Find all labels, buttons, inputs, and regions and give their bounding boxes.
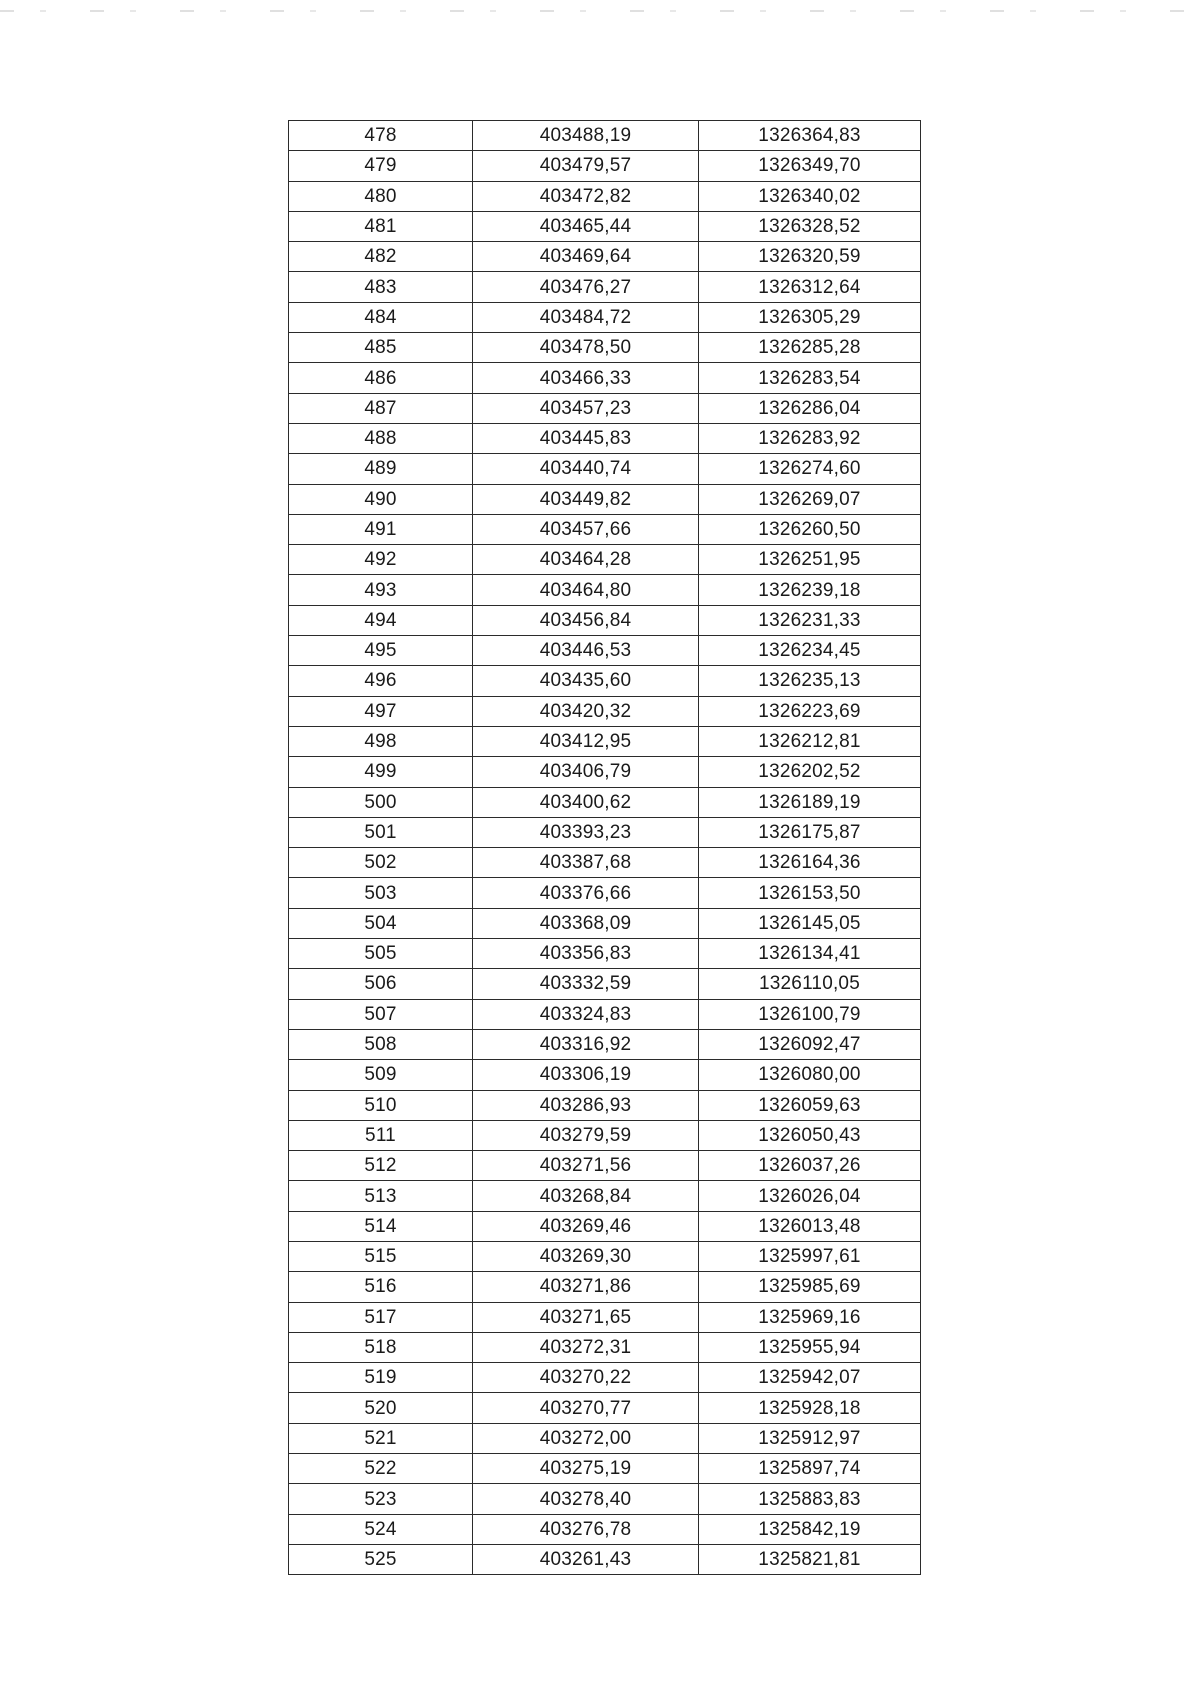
x-coordinate-cell: 403469,64 [473,242,699,272]
x-coordinate-cell: 403272,00 [473,1423,699,1453]
x-coordinate-cell: 403464,28 [473,545,699,575]
point-number-cell: 515 [289,1241,473,1271]
y-coordinate-cell: 1326286,04 [699,393,921,423]
x-coordinate-cell: 403479,57 [473,151,699,181]
table-row [289,1363,921,1393]
y-coordinate-cell: 1326189,19 [699,787,921,817]
point-number-cell: 501 [289,817,473,847]
y-coordinate-cell: 1325955,94 [699,1332,921,1362]
y-coordinate-cell: 1326059,63 [699,1090,921,1120]
x-coordinate-cell: 403476,27 [473,272,699,302]
x-coordinate-cell: 403278,40 [473,1484,699,1514]
x-coordinate-cell: 403406,79 [473,757,699,787]
y-coordinate-cell: 1325912,97 [699,1423,921,1453]
x-coordinate-cell: 403440,74 [473,454,699,484]
y-coordinate-cell: 1326134,41 [699,939,921,969]
x-coordinate-cell: 403457,66 [473,514,699,544]
point-number-cell: 516 [289,1272,473,1302]
table-row [289,302,921,332]
table-row [289,1484,921,1514]
point-number-cell: 496 [289,666,473,696]
y-coordinate-cell: 1325942,07 [699,1363,921,1393]
point-number-cell: 518 [289,1332,473,1362]
y-coordinate-cell: 1326212,81 [699,726,921,756]
point-number-cell: 525 [289,1544,473,1574]
x-coordinate-cell: 403445,83 [473,423,699,453]
x-coordinate-cell: 403449,82 [473,484,699,514]
x-coordinate-cell: 403332,59 [473,969,699,999]
y-coordinate-cell: 1326320,59 [699,242,921,272]
x-coordinate-cell: 403465,44 [473,211,699,241]
x-coordinate-cell: 403275,19 [473,1454,699,1484]
point-number-cell: 499 [289,757,473,787]
point-number-cell: 498 [289,726,473,756]
x-coordinate-cell: 403269,46 [473,1211,699,1241]
x-coordinate-cell: 403420,32 [473,696,699,726]
point-number-cell: 482 [289,242,473,272]
point-number-cell: 524 [289,1514,473,1544]
table-row [289,1151,921,1181]
x-coordinate-cell: 403356,83 [473,939,699,969]
table-row [289,787,921,817]
y-coordinate-cell: 1326110,05 [699,969,921,999]
y-coordinate-cell: 1326274,60 [699,454,921,484]
y-coordinate-cell: 1325842,19 [699,1514,921,1544]
x-coordinate-cell: 403368,09 [473,908,699,938]
table-row [289,181,921,211]
y-coordinate-cell: 1326349,70 [699,151,921,181]
x-coordinate-cell: 403271,86 [473,1272,699,1302]
x-coordinate-cell: 403279,59 [473,1120,699,1150]
point-number-cell: 511 [289,1120,473,1150]
point-number-cell: 491 [289,514,473,544]
point-number-cell: 481 [289,211,473,241]
x-coordinate-cell: 403270,22 [473,1363,699,1393]
y-coordinate-cell: 1326202,52 [699,757,921,787]
point-number-cell: 503 [289,878,473,908]
y-coordinate-cell: 1326269,07 [699,484,921,514]
y-coordinate-cell: 1326283,54 [699,363,921,393]
y-coordinate-cell: 1326092,47 [699,1029,921,1059]
point-number-cell: 479 [289,151,473,181]
y-coordinate-cell: 1326164,36 [699,848,921,878]
x-coordinate-cell: 403306,19 [473,1060,699,1090]
point-number-cell: 512 [289,1151,473,1181]
y-coordinate-cell: 1326305,29 [699,302,921,332]
y-coordinate-cell: 1326364,83 [699,121,921,151]
x-coordinate-cell: 403393,23 [473,817,699,847]
x-coordinate-cell: 403271,56 [473,1151,699,1181]
table-row [289,848,921,878]
scan-edge-artifact [0,10,1200,12]
x-coordinate-cell: 403268,84 [473,1181,699,1211]
table-row [289,121,921,151]
x-coordinate-cell: 403376,66 [473,878,699,908]
x-coordinate-cell: 403457,23 [473,393,699,423]
y-coordinate-cell: 1326231,33 [699,605,921,635]
y-coordinate-cell: 1326235,13 [699,666,921,696]
table-row [289,1332,921,1362]
table-row [289,726,921,756]
point-number-cell: 513 [289,1181,473,1211]
point-number-cell: 514 [289,1211,473,1241]
point-number-cell: 505 [289,939,473,969]
y-coordinate-cell: 1326153,50 [699,878,921,908]
table-row [289,696,921,726]
x-coordinate-cell: 403488,19 [473,121,699,151]
point-number-cell: 509 [289,1060,473,1090]
y-coordinate-cell: 1326340,02 [699,181,921,211]
y-coordinate-cell: 1325897,74 [699,1454,921,1484]
x-coordinate-cell: 403261,43 [473,1544,699,1574]
table-row [289,393,921,423]
y-coordinate-cell: 1326283,92 [699,423,921,453]
x-coordinate-cell: 403464,80 [473,575,699,605]
y-coordinate-cell: 1326080,00 [699,1060,921,1090]
point-number-cell: 492 [289,545,473,575]
y-coordinate-cell: 1325928,18 [699,1393,921,1423]
point-number-cell: 522 [289,1454,473,1484]
table-row [289,1211,921,1241]
x-coordinate-cell: 403271,65 [473,1302,699,1332]
point-number-cell: 521 [289,1423,473,1453]
x-coordinate-cell: 403286,93 [473,1090,699,1120]
point-number-cell: 483 [289,272,473,302]
point-number-cell: 490 [289,484,473,514]
x-coordinate-cell: 403478,50 [473,333,699,363]
point-number-cell: 520 [289,1393,473,1423]
y-coordinate-cell: 1326223,69 [699,696,921,726]
x-coordinate-cell: 403269,30 [473,1241,699,1271]
x-coordinate-cell: 403272,31 [473,1332,699,1362]
y-coordinate-cell: 1326026,04 [699,1181,921,1211]
y-coordinate-cell: 1326251,95 [699,545,921,575]
y-coordinate-cell: 1326175,87 [699,817,921,847]
x-coordinate-cell: 403387,68 [473,848,699,878]
table-row [289,333,921,363]
table-row [289,1302,921,1332]
table-row [289,1029,921,1059]
table-row [289,423,921,453]
coordinates-table-body [289,121,921,1575]
table-row [289,1514,921,1544]
y-coordinate-cell: 1325969,16 [699,1302,921,1332]
x-coordinate-cell: 403456,84 [473,605,699,635]
x-coordinate-cell: 403484,72 [473,302,699,332]
coordinates-table [288,120,921,1575]
table-row [289,666,921,696]
x-coordinate-cell: 403412,95 [473,726,699,756]
x-coordinate-cell: 403316,92 [473,1029,699,1059]
point-number-cell: 506 [289,969,473,999]
y-coordinate-cell: 1326145,05 [699,908,921,938]
table-row [289,1393,921,1423]
table-row [289,484,921,514]
table-row [289,939,921,969]
y-coordinate-cell: 1325997,61 [699,1241,921,1271]
table-row [289,1272,921,1302]
y-coordinate-cell: 1326013,48 [699,1211,921,1241]
table-row [289,1060,921,1090]
table-row [289,969,921,999]
table-row [289,636,921,666]
table-row [289,757,921,787]
x-coordinate-cell: 403400,62 [473,787,699,817]
point-number-cell: 487 [289,393,473,423]
x-coordinate-cell: 403270,77 [473,1393,699,1423]
table-row [289,878,921,908]
point-number-cell: 508 [289,1029,473,1059]
table-row [289,545,921,575]
point-number-cell: 493 [289,575,473,605]
point-number-cell: 500 [289,787,473,817]
y-coordinate-cell: 1326234,45 [699,636,921,666]
point-number-cell: 517 [289,1302,473,1332]
y-coordinate-cell: 1326285,28 [699,333,921,363]
point-number-cell: 495 [289,636,473,666]
table-row [289,1454,921,1484]
table-row [289,363,921,393]
x-coordinate-cell: 403466,33 [473,363,699,393]
point-number-cell: 504 [289,908,473,938]
y-coordinate-cell: 1326312,64 [699,272,921,302]
point-number-cell: 488 [289,423,473,453]
point-number-cell: 519 [289,1363,473,1393]
point-number-cell: 502 [289,848,473,878]
point-number-cell: 494 [289,605,473,635]
x-coordinate-cell: 403435,60 [473,666,699,696]
table-row [289,151,921,181]
point-number-cell: 485 [289,333,473,363]
table-row [289,242,921,272]
y-coordinate-cell: 1326260,50 [699,514,921,544]
point-number-cell: 486 [289,363,473,393]
table-row [289,605,921,635]
y-coordinate-cell: 1326037,26 [699,1151,921,1181]
y-coordinate-cell: 1325821,81 [699,1544,921,1574]
table-row [289,272,921,302]
y-coordinate-cell: 1325985,69 [699,1272,921,1302]
table-row [289,211,921,241]
point-number-cell: 510 [289,1090,473,1120]
table-row [289,575,921,605]
table-row [289,1181,921,1211]
table-row [289,454,921,484]
table-row [289,1544,921,1574]
table-row [289,999,921,1029]
x-coordinate-cell: 403446,53 [473,636,699,666]
y-coordinate-cell: 1325883,83 [699,1484,921,1514]
point-number-cell: 484 [289,302,473,332]
point-number-cell: 478 [289,121,473,151]
table-row [289,908,921,938]
point-number-cell: 497 [289,696,473,726]
x-coordinate-cell: 403472,82 [473,181,699,211]
point-number-cell: 489 [289,454,473,484]
y-coordinate-cell: 1326239,18 [699,575,921,605]
y-coordinate-cell: 1326100,79 [699,999,921,1029]
y-coordinate-cell: 1326328,52 [699,211,921,241]
x-coordinate-cell: 403324,83 [473,999,699,1029]
x-coordinate-cell: 403276,78 [473,1514,699,1544]
table-row [289,817,921,847]
table-row [289,1090,921,1120]
point-number-cell: 507 [289,999,473,1029]
table-row [289,1241,921,1271]
table-row [289,514,921,544]
table-row [289,1423,921,1453]
point-number-cell: 523 [289,1484,473,1514]
point-number-cell: 480 [289,181,473,211]
table-row [289,1120,921,1150]
y-coordinate-cell: 1326050,43 [699,1120,921,1150]
